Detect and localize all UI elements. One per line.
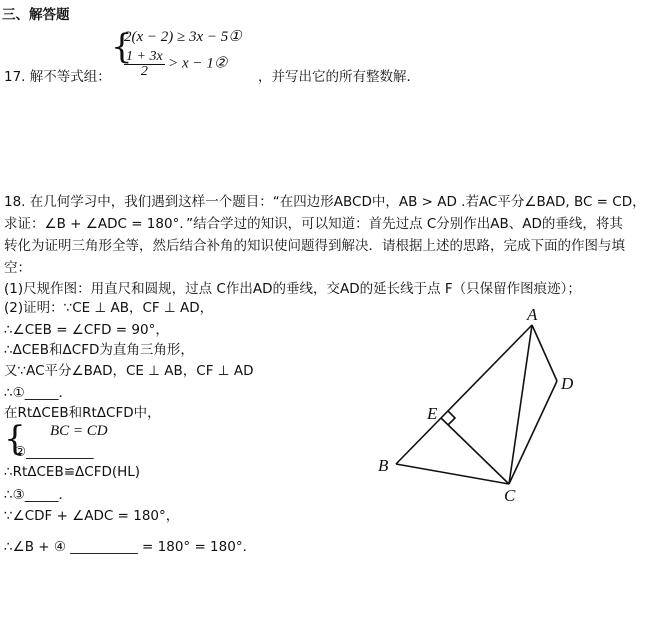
q18-proof-line-7: ∴RtΔCEB≌ΔCFD(HL) — [4, 464, 141, 480]
q18-proof-line-3: ∴ΔCEB和ΔCFD为直角三角形， — [4, 342, 194, 358]
label-C: C — [504, 486, 516, 505]
q17-prefix: 17. 解不等式组： — [4, 69, 111, 85]
q18-line-1: 18. 在几何学习中，我们遇到这样一个题目：“在四边形ABCD中，AB > AD .若AC平分∠BAD, BC = CD， — [4, 194, 646, 210]
label-E: E — [427, 404, 438, 423]
segment-BA — [396, 325, 532, 464]
q18-proof-line-6: 在RtΔCEB和RtΔCFD中， — [4, 405, 161, 421]
label-B: B — [378, 456, 389, 475]
q17-fraction-denominator: 2 — [140, 64, 148, 79]
q18-proof-line-4: 又∵AC平分∠BAD，CE ⊥ AB，CF ⊥ AD — [4, 363, 254, 379]
q18-part-1: (1)尺规作图：用直尺和圆规，过点 C作出AD的垂线，交AD的延长线于点 F（只保留作图痕迹）； — [4, 281, 581, 297]
q18-system-line-1: BC = CD — [50, 423, 108, 439]
q18-system-brace: { — [4, 419, 26, 459]
q18-proof-line-2: ∴∠CEB = ∠CFD = 90°， — [4, 322, 169, 338]
q18-blank-3-line: ∴③_____． — [4, 487, 72, 503]
q18-proof-line-1: (2)证明：∵CE ⊥ AB，CF ⊥ AD， — [4, 300, 214, 316]
q17-tail: ，并写出它的所有整数解． — [258, 69, 420, 85]
right-angle-mark — [448, 411, 455, 425]
label-A: A — [527, 305, 538, 324]
q17-inequality-1: 2(x − 2) ≥ 3x − 5① — [124, 29, 242, 45]
q18-line-4: 空： — [4, 260, 31, 276]
section-heading: 三、解答题 — [2, 7, 70, 23]
segment-AD — [532, 325, 557, 381]
q18-proof-line-9: ∵∠CDF + ∠ADC = 180°， — [4, 508, 180, 524]
q17-inequality-2-rest: > x − 1② — [168, 55, 228, 72]
q18-line-2: 求证：∠B + ∠ADC = 180°．”结合学过的知识，可以知道：首先过点 C分别作出AB、AD的垂线，将其 — [4, 216, 623, 232]
q17-system-brace: { — [111, 27, 133, 67]
q18-blank-2-line: ②__________ — [14, 444, 94, 460]
q18-line-3: 转化为证明三角形全等，然后结合补角的知识使问题得到解决．请根据上述的思路，完成下面的作图与填 — [4, 238, 625, 254]
q18-blank-1-line: ∴①_____． — [4, 385, 72, 401]
label-D: D — [561, 374, 574, 393]
q18-blank-4-line: ∴∠B + ④ __________ = 180° = 180°． — [4, 539, 257, 555]
q17-fraction-numerator: 1 + 3x — [126, 49, 163, 64]
